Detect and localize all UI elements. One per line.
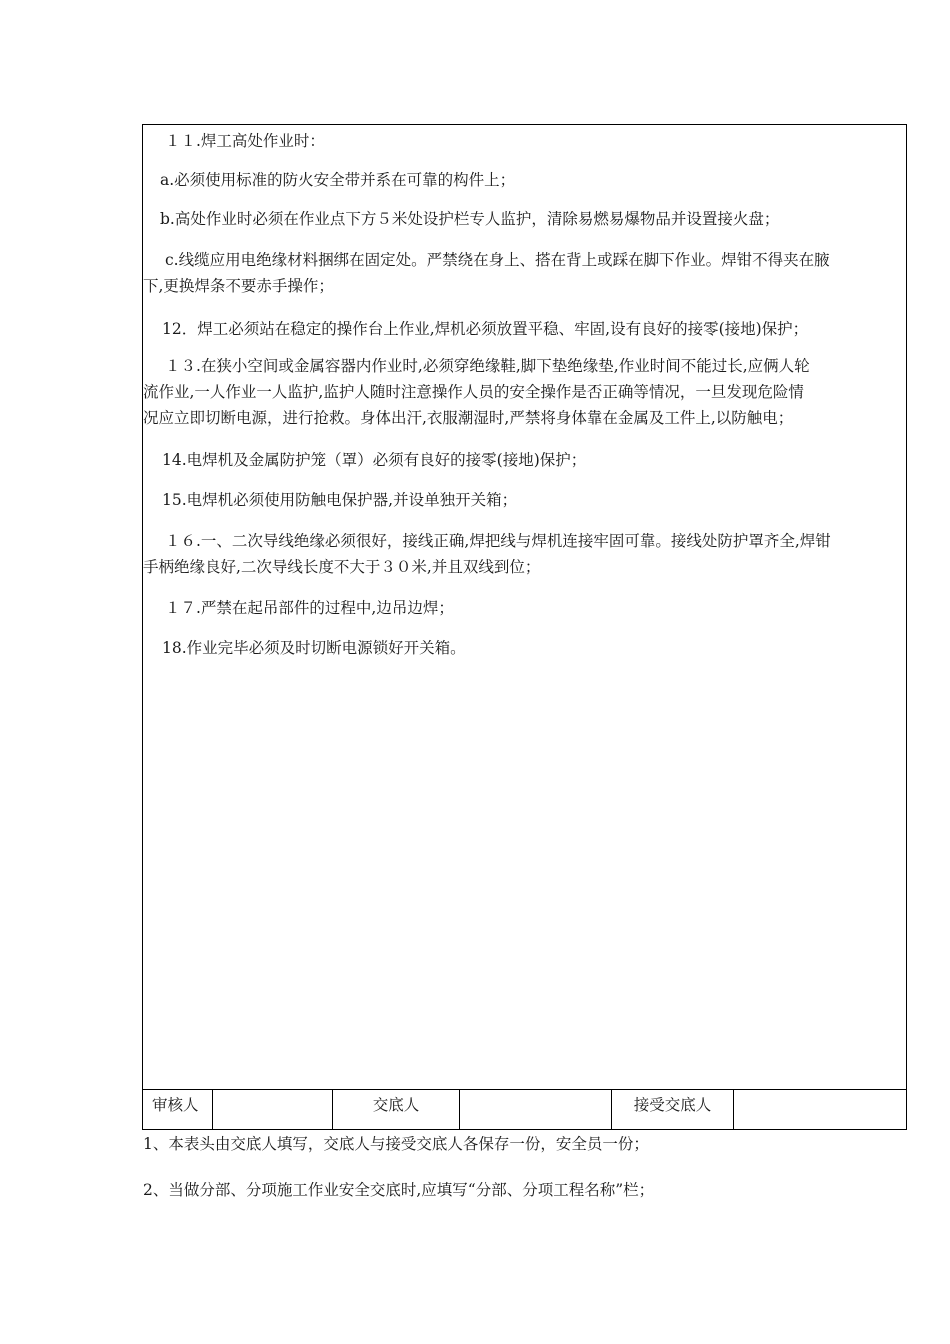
item-11-b-line-1: b.高处作业时必须在作业点下方５米处设护栏专人监护，清除易燃易爆物品并设置接火盘； [160, 210, 780, 228]
item-16-line-1: １６.一、二次导线绝缘必须很好，接线正确,焊把线与焊机连接牢固可靠。接线处防护罩齐全,焊钳 [165, 532, 831, 550]
item-11-a [143, 167, 906, 193]
reviewer-label: 审核人 [143, 1090, 213, 1129]
item-11-b [143, 206, 906, 232]
item-14-line-1: 14.电焊机及金属防护笼（罩）必须有良好的接零(接地)保护； [162, 451, 587, 469]
item-16-line-2: 手柄绝缘良好,二次导线长度不大于３０米,并且双线到位； [143, 558, 541, 576]
presenter-label: 交底人 [333, 1090, 460, 1129]
item-11-a-line-1: a.必须使用标准的防火安全带并系在可靠的构件上； [160, 171, 516, 189]
briefing-table [142, 124, 907, 1130]
item-11-c-line-1: c.线缆应用电绝缘材料捆绑在固定处。严禁绕在身上、搭在背上或踩在脚下作业。焊钳不得夹在腋 [165, 251, 830, 269]
receiver-label: 接受交底人 [612, 1090, 734, 1129]
footnote-2: 2、当做分部、分项施工作业安全交底时,应填写“分部、分项工程名称”栏； [143, 1181, 655, 1199]
item-13-line-1: １３.在狭小空间或金属容器内作业时,必须穿绝缘鞋,脚下垫绝缘垫,作业时间不能过长,应俩人轮 [165, 357, 810, 375]
item-13 [143, 353, 906, 431]
item-15-line-1: 15.电焊机必须使用防触电保护器,并设单独开关箱； [162, 491, 518, 509]
item-14 [143, 447, 906, 473]
receiver-field[interactable] [734, 1090, 906, 1129]
item-11-line-1: １１.焊工高处作业时： [165, 132, 325, 150]
footnote-1: 1、本表头由交底人填写，交底人与接受交底人各保存一份，安全员一份； [143, 1135, 649, 1153]
reviewer-field[interactable] [213, 1090, 333, 1129]
item-13-line-3: 况应立即切断电源，进行抢救。身体出汗,衣服潮湿时,严禁将身体靠在金属及工件上,以防触电； [143, 409, 794, 427]
item-13-line-2: 流作业,一人作业一人监护,监护人随时注意操作人员的安全操作是否正确等情况，一旦发现危险情 [143, 383, 804, 401]
item-17-line-1: １７.严禁在起吊部件的过程中,边吊边焊； [165, 599, 454, 617]
item-18-line-1: 18.作业完毕必须及时切断电源锁好开关箱。 [162, 639, 466, 657]
item-16 [143, 528, 906, 580]
item-11-c-line-2: 下,更换焊条不要赤手操作； [143, 277, 334, 295]
presenter-field[interactable] [460, 1090, 612, 1129]
signature-row [143, 1089, 906, 1129]
item-18 [143, 635, 906, 661]
briefing-content [143, 125, 906, 1091]
item-12 [143, 316, 906, 342]
item-15 [143, 487, 906, 513]
item-17 [143, 595, 906, 621]
item-11-c [143, 247, 906, 299]
item-11 [143, 128, 906, 154]
item-12-line-1: 12．焊工必须站在稳定的操作台上作业,焊机必须放置平稳、牢固,设有良好的接零(接地)保护； [162, 320, 809, 338]
